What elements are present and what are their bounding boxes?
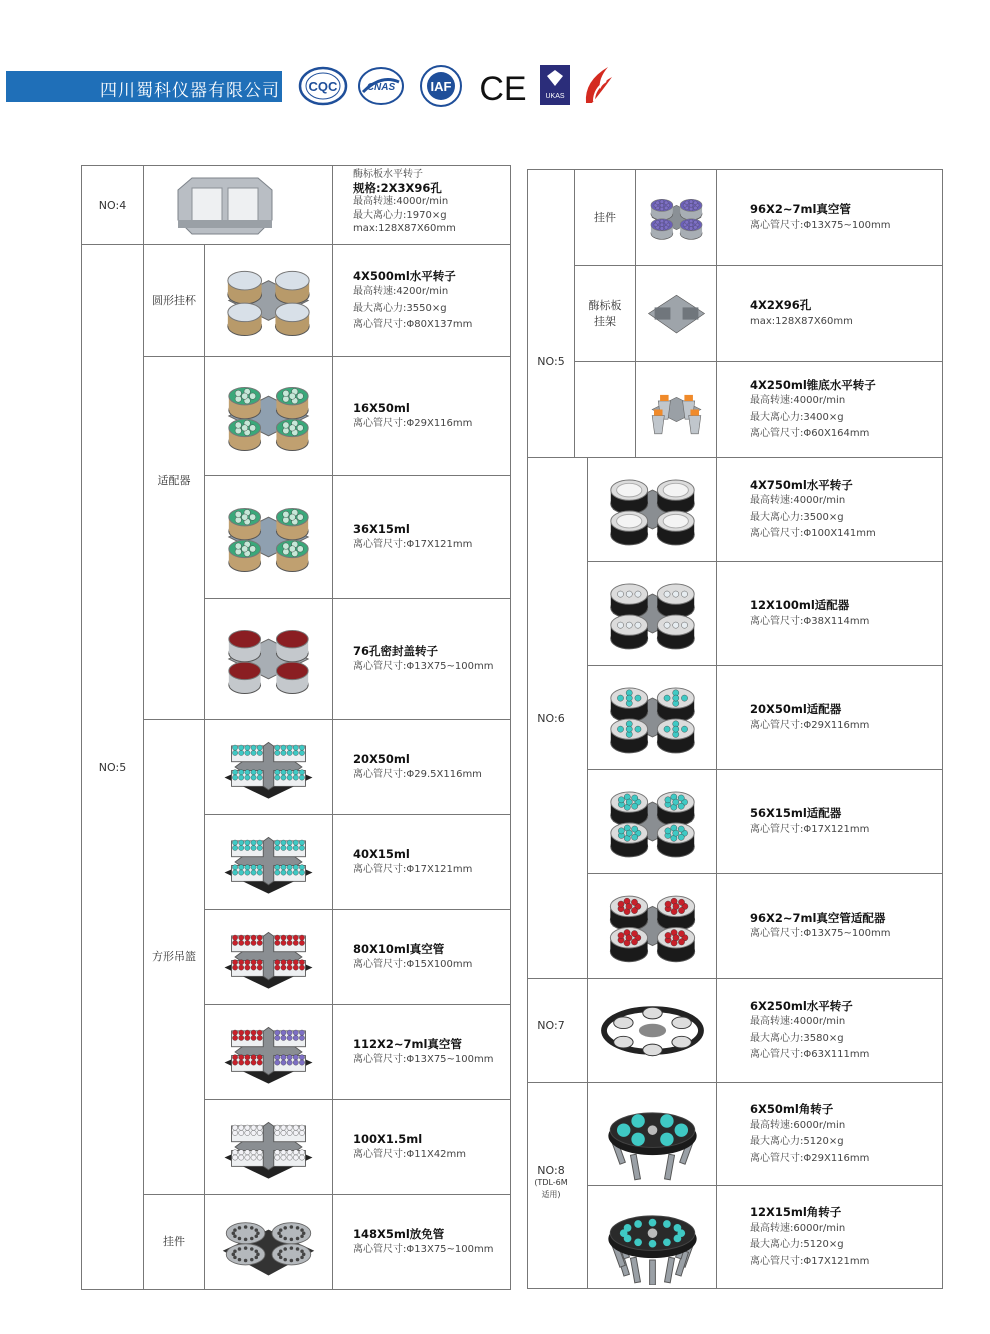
right-row-8-spec-line: 最高转速:4000r/min — [750, 1016, 846, 1027]
left-row-9-image-cell — [204, 1194, 333, 1290]
right-row-6-specs — [750, 805, 869, 838]
right-row-0-specs — [750, 201, 891, 234]
left-row-6-specs — [353, 941, 472, 974]
right-no5-plate-label-1: 酶标板 — [588, 298, 622, 312]
left-row-1-rotor-image — [209, 360, 328, 472]
right-row-6-image-cell — [587, 769, 718, 874]
right-row-3-spec-line: 离心管尺寸:Φ100X141mm — [750, 528, 876, 539]
left-row-6-rotor-image — [209, 913, 328, 1001]
right-row-1-title: 4X2X96孔 — [750, 298, 812, 312]
left-row-5-image-cell — [204, 814, 333, 910]
group-hanger-label: 挂件 — [163, 1235, 185, 1248]
left-row-6-image-cell — [204, 909, 333, 1005]
right-row-2-rotor-image — [640, 365, 713, 454]
group-adapter-label: 适配器 — [157, 474, 191, 487]
right-row-10-spec-line: 最高转速:6000r/min — [750, 1222, 846, 1234]
right-no8-note-2: 适用) — [541, 1190, 561, 1199]
brand-logo — [580, 63, 616, 107]
left-row-0-spec-line: 最高转速:4200r/min — [353, 286, 449, 297]
left-no5-label: NO:5 — [98, 760, 127, 774]
company-name: 四川蜀科仪器有限公司 — [100, 81, 280, 101]
right-row-3-title: 4X750ml水平转子 — [750, 477, 853, 492]
right-row-3-rotor-image — [592, 461, 713, 558]
left-row-9-rotor-image — [209, 1198, 328, 1286]
cnas-logo — [357, 66, 405, 106]
left-row-4-image-cell — [204, 719, 333, 815]
right-no8-note-1: (TDL-6M — [534, 1178, 568, 1187]
right-row-5-spec-line: 离心管尺寸:Φ29X116mm — [750, 719, 870, 731]
left-row-0-image-cell — [204, 244, 333, 357]
right-row-2-specs — [750, 377, 876, 443]
left-row-3-image-cell — [204, 598, 333, 720]
left-row-6-spec-line: 离心管尺寸:Φ15X100mm — [353, 959, 473, 970]
left-row-0-rotor-image — [209, 248, 328, 353]
right-row-2-spec-line: 最高转速:4000r/min — [750, 395, 846, 406]
right-no7-label: NO:7 — [537, 1019, 565, 1032]
left-row-7-image-cell — [204, 1004, 333, 1100]
left-no4-spec-title: 规格:2X3X96孔 — [353, 180, 442, 195]
right-row-0-spec-line: 离心管尺寸:Φ13X75~100mm — [750, 219, 891, 231]
right-row-6-rotor-image — [592, 773, 713, 870]
right-row-4-image-cell — [587, 561, 718, 666]
right-row-7-rotor-image — [592, 877, 713, 975]
right-row-9-spec-line: 离心管尺寸:Φ29X116mm — [750, 1152, 870, 1164]
right-row-7-specs — [750, 910, 891, 943]
left-row-9-specs — [353, 1226, 494, 1259]
right-no5-plate-label-2: 挂架 — [594, 314, 616, 328]
right-row-8-specs — [750, 998, 869, 1064]
left-row-3-title: 76孔密封盖转子 — [353, 643, 439, 658]
right-row-8-spec-line: 最大离心力:3580×g — [750, 1032, 844, 1044]
right-row-8-spec-line: 离心管尺寸:Φ63X111mm — [750, 1049, 870, 1060]
left-row-3-spec-line: 离心管尺寸:Φ13X75~100mm — [353, 661, 494, 672]
right-no8-label: NO:8 — [537, 1164, 565, 1177]
left-no4-line: 最高转速:4000r/min — [353, 196, 449, 207]
left-row-8-image-cell — [204, 1099, 333, 1195]
left-row-4-specs — [353, 751, 482, 784]
right-row-10-title: 12X15ml角转子 — [750, 1205, 842, 1219]
left-no4-line: 最大离心力:1970×g — [353, 209, 447, 221]
right-row-4-specs — [750, 597, 869, 630]
right-row-5-title: 20X50ml适配器 — [750, 702, 842, 716]
right-no5-hanger-label: 挂件 — [594, 210, 616, 224]
cqc-logo-text: CQC — [308, 79, 338, 94]
right-row-5-specs — [750, 701, 869, 734]
right-row-9-spec-line: 最大离心力:5120×g — [750, 1136, 844, 1147]
iaf-logo-text: IAF — [430, 79, 452, 94]
left-row-2-image-cell — [204, 475, 333, 599]
right-row-9-specs — [750, 1101, 869, 1167]
left-row-8-spec-line: 离心管尺寸:Φ11X42mm — [353, 1149, 467, 1160]
left-row-7-specs — [353, 1036, 494, 1069]
left-no4-specs — [353, 168, 456, 236]
right-row-2-spec-line: 离心管尺寸:Φ60X164mm — [750, 428, 870, 439]
left-row-8-title: 100X1.5ml — [353, 1131, 423, 1146]
right-row-6-title: 56X15ml适配器 — [750, 806, 842, 820]
cnas-logo-text: CNAS — [366, 82, 396, 93]
left-row-5-spec-line: 离心管尺寸:Φ17X121mm — [353, 864, 473, 875]
right-row-4-spec-line: 离心管尺寸:Φ38X114mm — [750, 615, 870, 627]
left-row-0-spec-line: 最大离心力:3550×g — [353, 302, 447, 314]
plate-rotor-image — [170, 172, 280, 240]
ce-mark-text: CE — [479, 70, 527, 106]
right-row-0-rotor-image — [640, 173, 713, 262]
right-row-5-image-cell — [587, 665, 718, 770]
ukas-logo — [539, 64, 571, 106]
right-row-6-spec-line: 离心管尺寸:Φ17X121mm — [750, 823, 870, 835]
left-row-7-spec-line: 离心管尺寸:Φ13X75~100mm — [353, 1054, 494, 1065]
right-row-0-title: 96X2~7ml真空管 — [750, 202, 851, 216]
left-row-6-title: 80X10ml真空管 — [353, 941, 445, 956]
left-row-5-specs — [353, 846, 472, 879]
group-round-label: 圆形挂杯 — [152, 293, 196, 307]
right-row-8-rotor-image — [592, 982, 713, 1079]
right-row-1-image-cell — [635, 265, 718, 362]
right-row-7-spec-line: 离心管尺寸:Φ13X75~100mm — [750, 928, 891, 939]
left-row-1-image-cell — [204, 356, 333, 476]
left-row-4-spec-line: 离心管尺寸:Φ29.5X116mm — [353, 769, 482, 780]
left-row-8-specs — [353, 1131, 466, 1164]
right-row-3-spec-line: 最高转速:4000r/min — [750, 495, 846, 506]
right-row-2-spec-line: 最大离心力:3400×g — [750, 411, 844, 423]
right-no5-plate-label — [574, 265, 636, 362]
left-row-8-rotor-image — [209, 1103, 328, 1191]
right-row-1-specs — [750, 297, 853, 330]
left-row-1-title: 16X50ml — [353, 400, 410, 415]
right-row-7-title: 96X2~7ml真空管适配器 — [750, 910, 886, 925]
left-no4-line: 酶标板水平转子 — [353, 169, 423, 180]
cqc-logo — [298, 66, 348, 106]
left-row-7-title: 112X2~7ml真空管 — [353, 1036, 462, 1051]
right-row-9-rotor-image — [592, 1086, 713, 1182]
right-row-10-image-cell — [587, 1185, 718, 1289]
right-row-0-image-cell — [635, 169, 718, 266]
left-row-0-specs — [353, 268, 472, 334]
right-row-1-spec-line: max:128X87X60mm — [750, 315, 853, 327]
right-row-3-image-cell — [587, 457, 718, 562]
right-no5-label: NO:5 — [537, 355, 565, 368]
left-row-5-title: 40X15ml — [353, 846, 410, 861]
left-row-3-specs — [353, 643, 494, 676]
left-row-2-specs — [353, 521, 472, 554]
left-row-1-specs — [353, 400, 472, 433]
right-row-7-image-cell — [587, 873, 718, 979]
right-row-8-title: 6X250ml水平转子 — [750, 998, 853, 1013]
right-row-10-specs — [750, 1204, 869, 1270]
right-row-2-image-cell — [635, 361, 718, 458]
right-no8-label-block — [527, 1164, 575, 1201]
left-row-2-rotor-image — [209, 479, 328, 595]
left-row-9-spec-line: 离心管尺寸:Φ13X75~100mm — [353, 1244, 494, 1255]
right-row-10-rotor-image — [592, 1189, 713, 1285]
right-no5-empty-sub-cell — [574, 361, 636, 458]
right-row-4-rotor-image — [592, 565, 713, 662]
right-row-9-spec-line: 最高转速:6000r/min — [750, 1119, 846, 1131]
right-row-3-specs — [750, 477, 876, 543]
right-row-10-spec-line: 最大离心力:5120×g — [750, 1239, 844, 1250]
left-row-4-title: 20X50ml — [353, 751, 410, 766]
left-row-4-rotor-image — [209, 723, 328, 811]
left-row-1-spec-line: 离心管尺寸:Φ29X116mm — [353, 418, 473, 429]
left-row-5-rotor-image — [209, 818, 328, 906]
left-row-9-title: 148X5ml放免管 — [353, 1226, 445, 1241]
ukas-logo-text: UKAS — [545, 93, 565, 100]
right-row-2-title: 4X250ml锥底水平转子 — [750, 377, 876, 392]
left-row-0-title: 4X500ml水平转子 — [353, 268, 456, 283]
group-square-label: 方形吊篮 — [152, 950, 196, 963]
left-no4-label: NO:4 — [98, 198, 127, 212]
right-row-9-title: 6X50ml角转子 — [750, 1102, 834, 1116]
right-row-4-title: 12X100ml适配器 — [750, 598, 850, 612]
right-row-5-rotor-image — [592, 669, 713, 766]
right-row-1-rotor-image — [640, 269, 713, 358]
right-row-8-image-cell — [587, 978, 718, 1083]
left-row-3-rotor-image — [209, 602, 328, 716]
iaf-logo — [412, 65, 470, 107]
left-row-7-rotor-image — [209, 1008, 328, 1096]
left-no4-line: max:128X87X60mm — [353, 223, 456, 234]
right-row-9-image-cell — [587, 1082, 718, 1186]
ce-mark — [479, 68, 527, 106]
left-row-2-spec-line: 离心管尺寸:Φ17X121mm — [353, 539, 473, 550]
left-row-2-title: 36X15ml — [353, 521, 410, 536]
right-row-3-spec-line: 最大离心力:3500×g — [750, 511, 844, 523]
right-no6-label: NO:6 — [537, 711, 565, 725]
left-row-0-spec-line: 离心管尺寸:Φ80X137mm — [353, 319, 473, 330]
right-row-10-spec-line: 离心管尺寸:Φ17X121mm — [750, 1255, 870, 1267]
